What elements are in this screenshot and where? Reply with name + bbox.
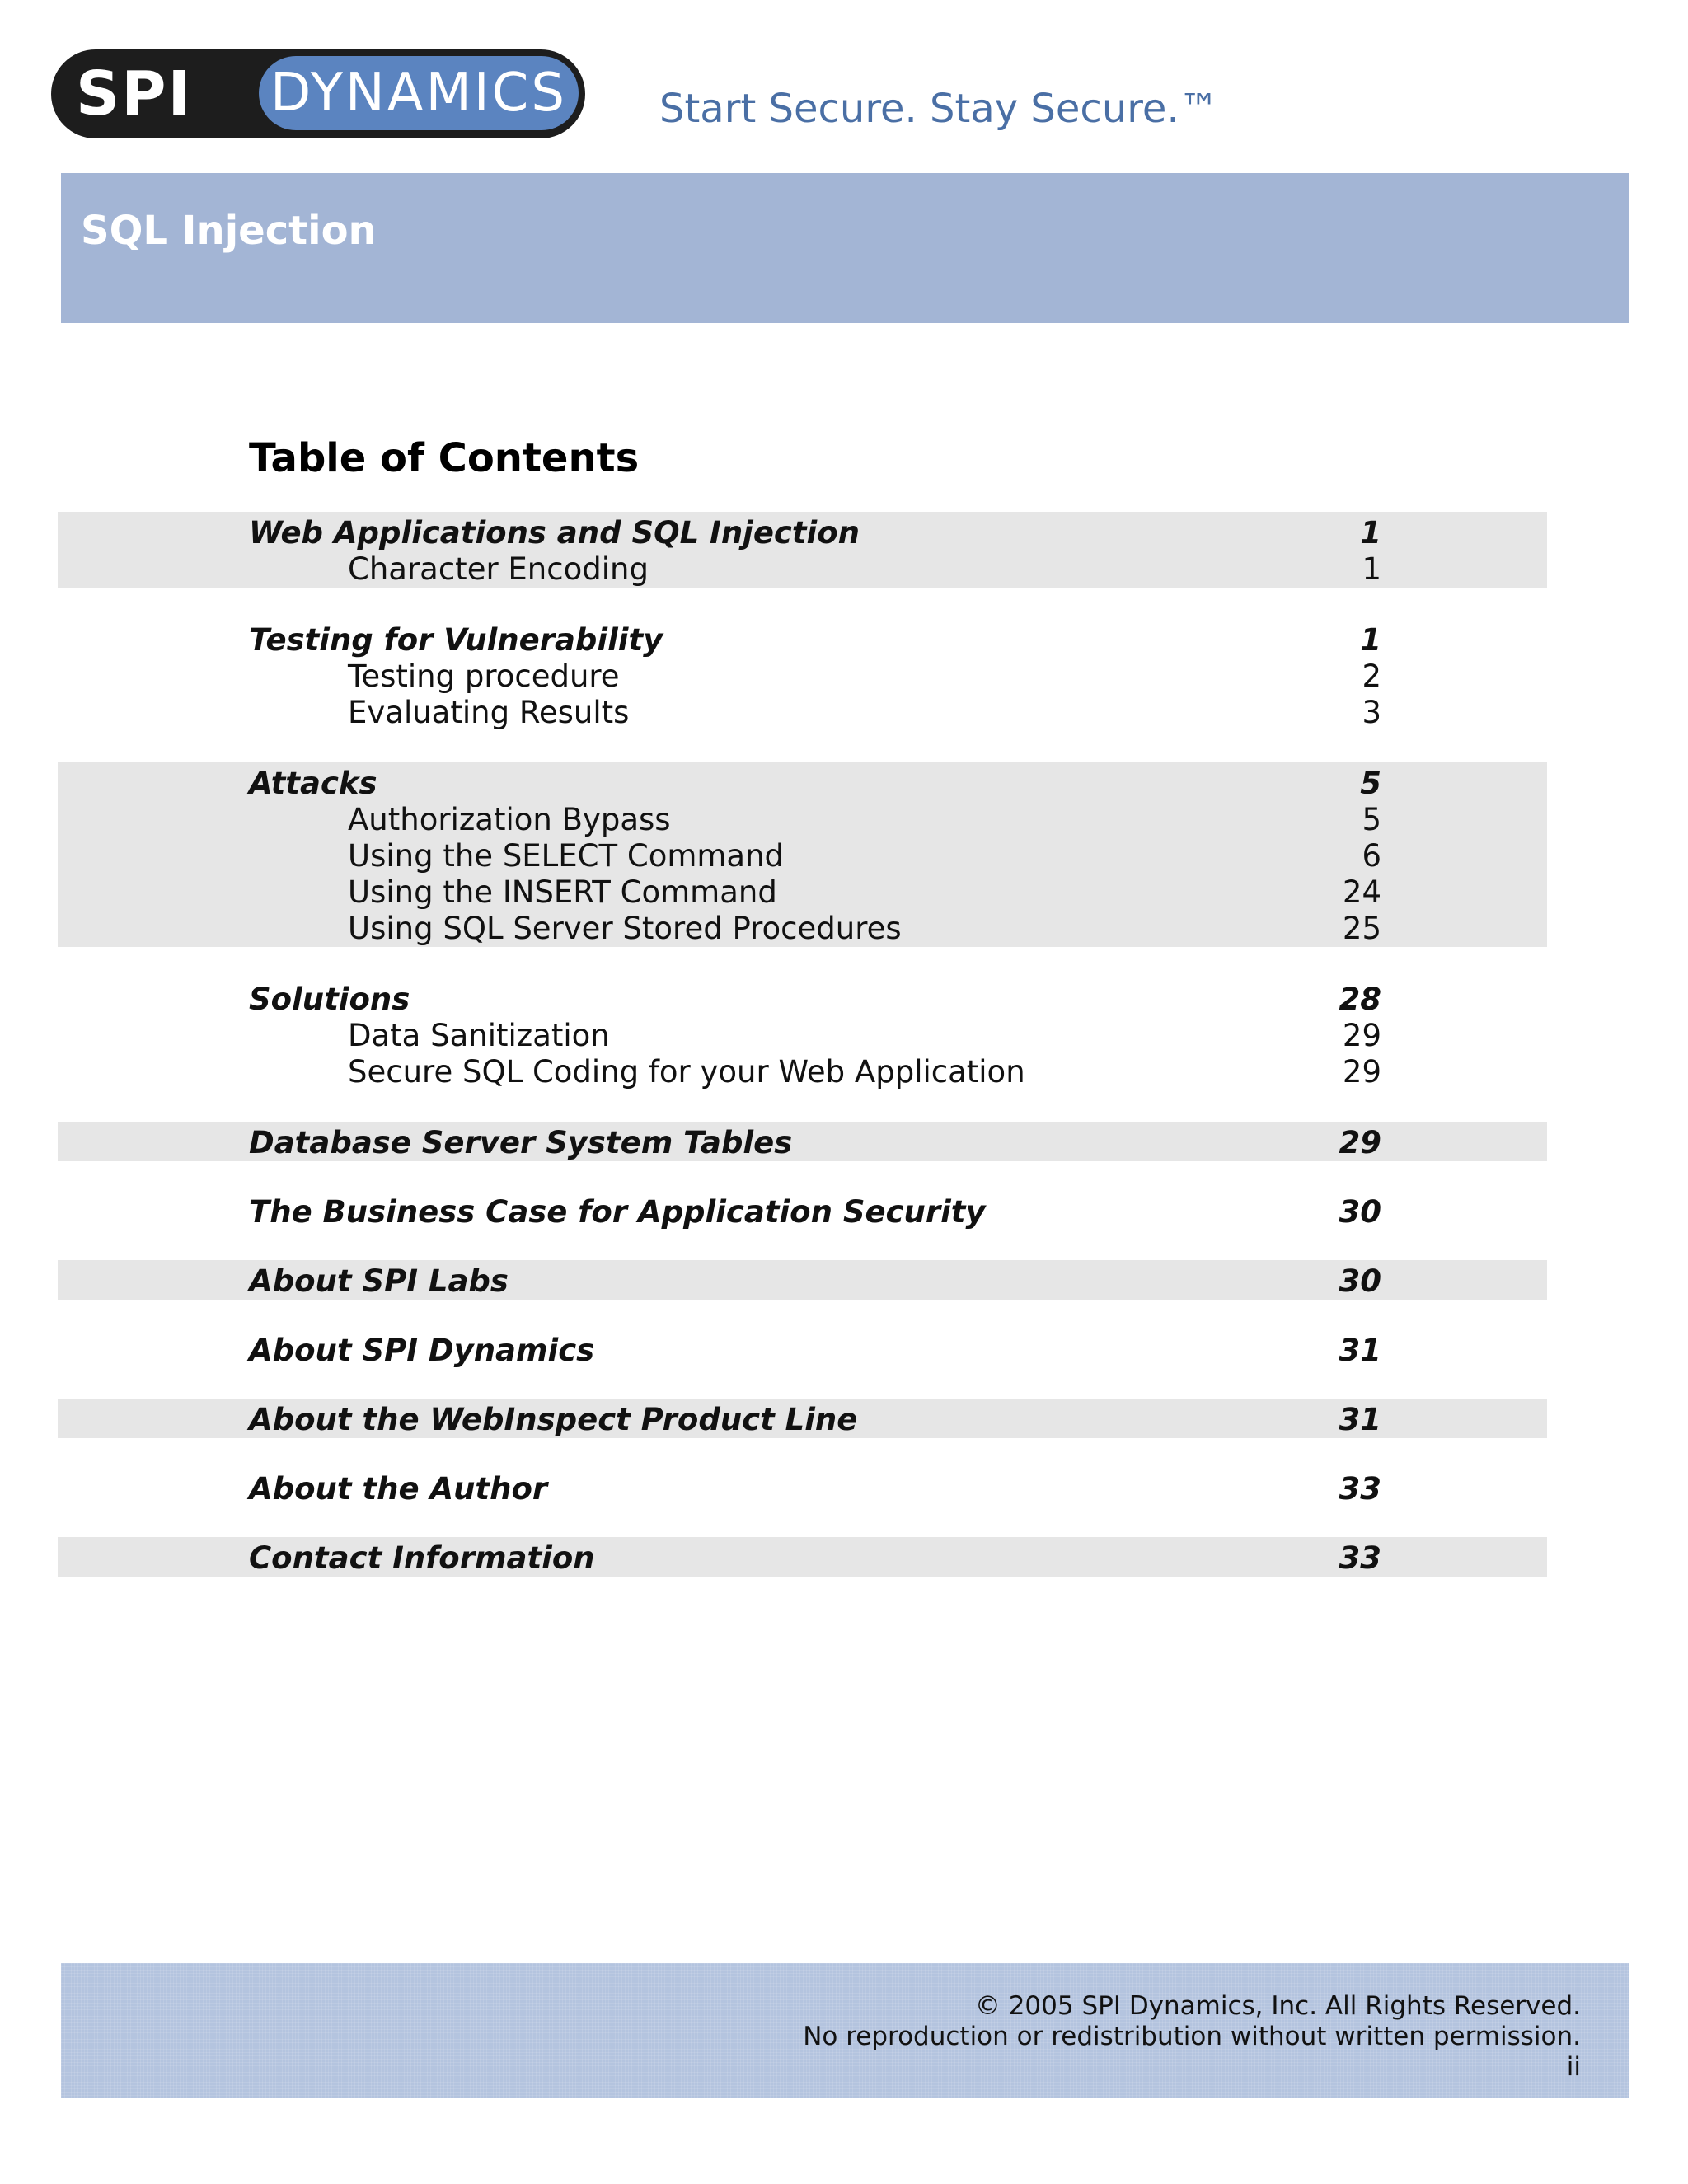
toc-entry-page: 33	[1339, 1540, 1381, 1576]
footer-text	[803, 1991, 1581, 2083]
toc-entry-page: 33	[1339, 1471, 1381, 1507]
toc-section-entry[interactable]	[0, 1540, 1688, 1577]
toc-entry-page: 31	[1339, 1333, 1381, 1368]
toc-subsection-entry[interactable]	[0, 802, 1688, 838]
copyright-line: © 2005 SPI Dynamics, Inc. All Rights Reserved.	[974, 1991, 1581, 2021]
toc-entry-page: 3	[1362, 695, 1381, 730]
toc-entry-page: 25	[1342, 911, 1381, 946]
toc-entry-page: 1	[1360, 622, 1381, 658]
toc-heading: Table of Contents	[249, 435, 640, 481]
toc-subsection-entry[interactable]	[0, 874, 1688, 911]
toc-section-entry[interactable]	[0, 1471, 1688, 1507]
toc-entry-label: Using SQL Server Stored Procedures	[348, 911, 902, 946]
toc-section-entry[interactable]	[0, 982, 1688, 1018]
toc-section-entry[interactable]	[0, 1263, 1688, 1300]
toc-section-entry[interactable]	[0, 1333, 1688, 1369]
toc-entry-label: Web Applications and SQL Injection	[249, 515, 860, 551]
toc-subsection-entry[interactable]	[0, 551, 1688, 588]
toc-subsection-entry[interactable]	[0, 911, 1688, 947]
toc-subsection-entry[interactable]	[0, 838, 1688, 874]
toc-entry-page: 29	[1342, 1054, 1381, 1090]
toc-entry-label: Using the INSERT Command	[348, 874, 777, 910]
toc-entry-label: Secure SQL Coding for your Web Application	[348, 1054, 1025, 1090]
toc-entry-label: About the WebInspect Product Line	[249, 1402, 858, 1437]
toc-entry-label: Contact Information	[249, 1540, 595, 1576]
toc-entry-label: Database Server System Tables	[249, 1125, 793, 1160]
toc-entry-page: 28	[1339, 982, 1381, 1017]
toc-entry-page: 2	[1362, 658, 1381, 694]
logo-dynamics-text: DYNAMICS	[259, 56, 579, 130]
toc-entry-label: The Business Case for Application Security	[249, 1194, 986, 1230]
toc-subsection-entry[interactable]	[0, 1018, 1688, 1054]
toc-entry-label: Evaluating Results	[348, 695, 630, 730]
toc-entry-label: About the Author	[249, 1471, 548, 1507]
toc-entry-label: Using the SELECT Command	[348, 838, 785, 874]
spi-dynamics-logo	[51, 49, 585, 138]
toc-entry-page: 29	[1342, 1018, 1381, 1053]
toc-entry-page: 31	[1339, 1402, 1381, 1437]
footer-band	[61, 1963, 1629, 2098]
toc-entry-label: About SPI Labs	[249, 1263, 509, 1299]
toc-subsection-entry[interactable]	[0, 695, 1688, 731]
toc-entry-label: Character Encoding	[348, 551, 649, 587]
toc-entry-page: 29	[1339, 1125, 1381, 1160]
toc-entry-label: Solutions	[249, 982, 410, 1017]
toc-subsection-entry[interactable]	[0, 658, 1688, 695]
toc-subsection-entry[interactable]	[0, 1054, 1688, 1090]
toc-entry-page: 24	[1342, 874, 1381, 910]
toc-section-entry[interactable]	[0, 1194, 1688, 1230]
toc-entry-page: 5	[1360, 766, 1381, 801]
title-band	[61, 173, 1629, 323]
logo-spi-text: SPI	[76, 59, 193, 129]
toc-entry-page: 5	[1362, 802, 1381, 837]
toc-entry-label: Attacks	[249, 766, 377, 801]
toc-entry-label: Testing procedure	[348, 658, 620, 694]
toc-entry-page: 30	[1339, 1263, 1381, 1299]
toc-section-entry[interactable]	[0, 622, 1688, 658]
toc-entry-label: Data Sanitization	[348, 1018, 610, 1053]
toc-entry-label: Authorization Bypass	[348, 802, 671, 837]
page-number: ii	[1566, 2052, 1581, 2082]
reproduction-notice: No reproduction or redistribution without written permission.	[803, 2022, 1581, 2051]
toc-entry-page: 1	[1360, 515, 1381, 551]
toc-section-entry[interactable]	[0, 1402, 1688, 1438]
toc-section-entry[interactable]	[0, 515, 1688, 551]
tagline: Start Secure. Stay Secure.™	[659, 86, 1219, 132]
toc-entry-page: 30	[1339, 1194, 1381, 1230]
document-title: SQL Injection	[81, 208, 377, 254]
toc-entry-label: Testing for Vulnerability	[249, 622, 663, 658]
toc-entry-page: 6	[1362, 838, 1381, 874]
toc-entry-page: 1	[1362, 551, 1381, 587]
toc-section-entry[interactable]	[0, 766, 1688, 802]
toc-entry-label: About SPI Dynamics	[249, 1333, 595, 1368]
toc-section-entry[interactable]	[0, 1125, 1688, 1161]
